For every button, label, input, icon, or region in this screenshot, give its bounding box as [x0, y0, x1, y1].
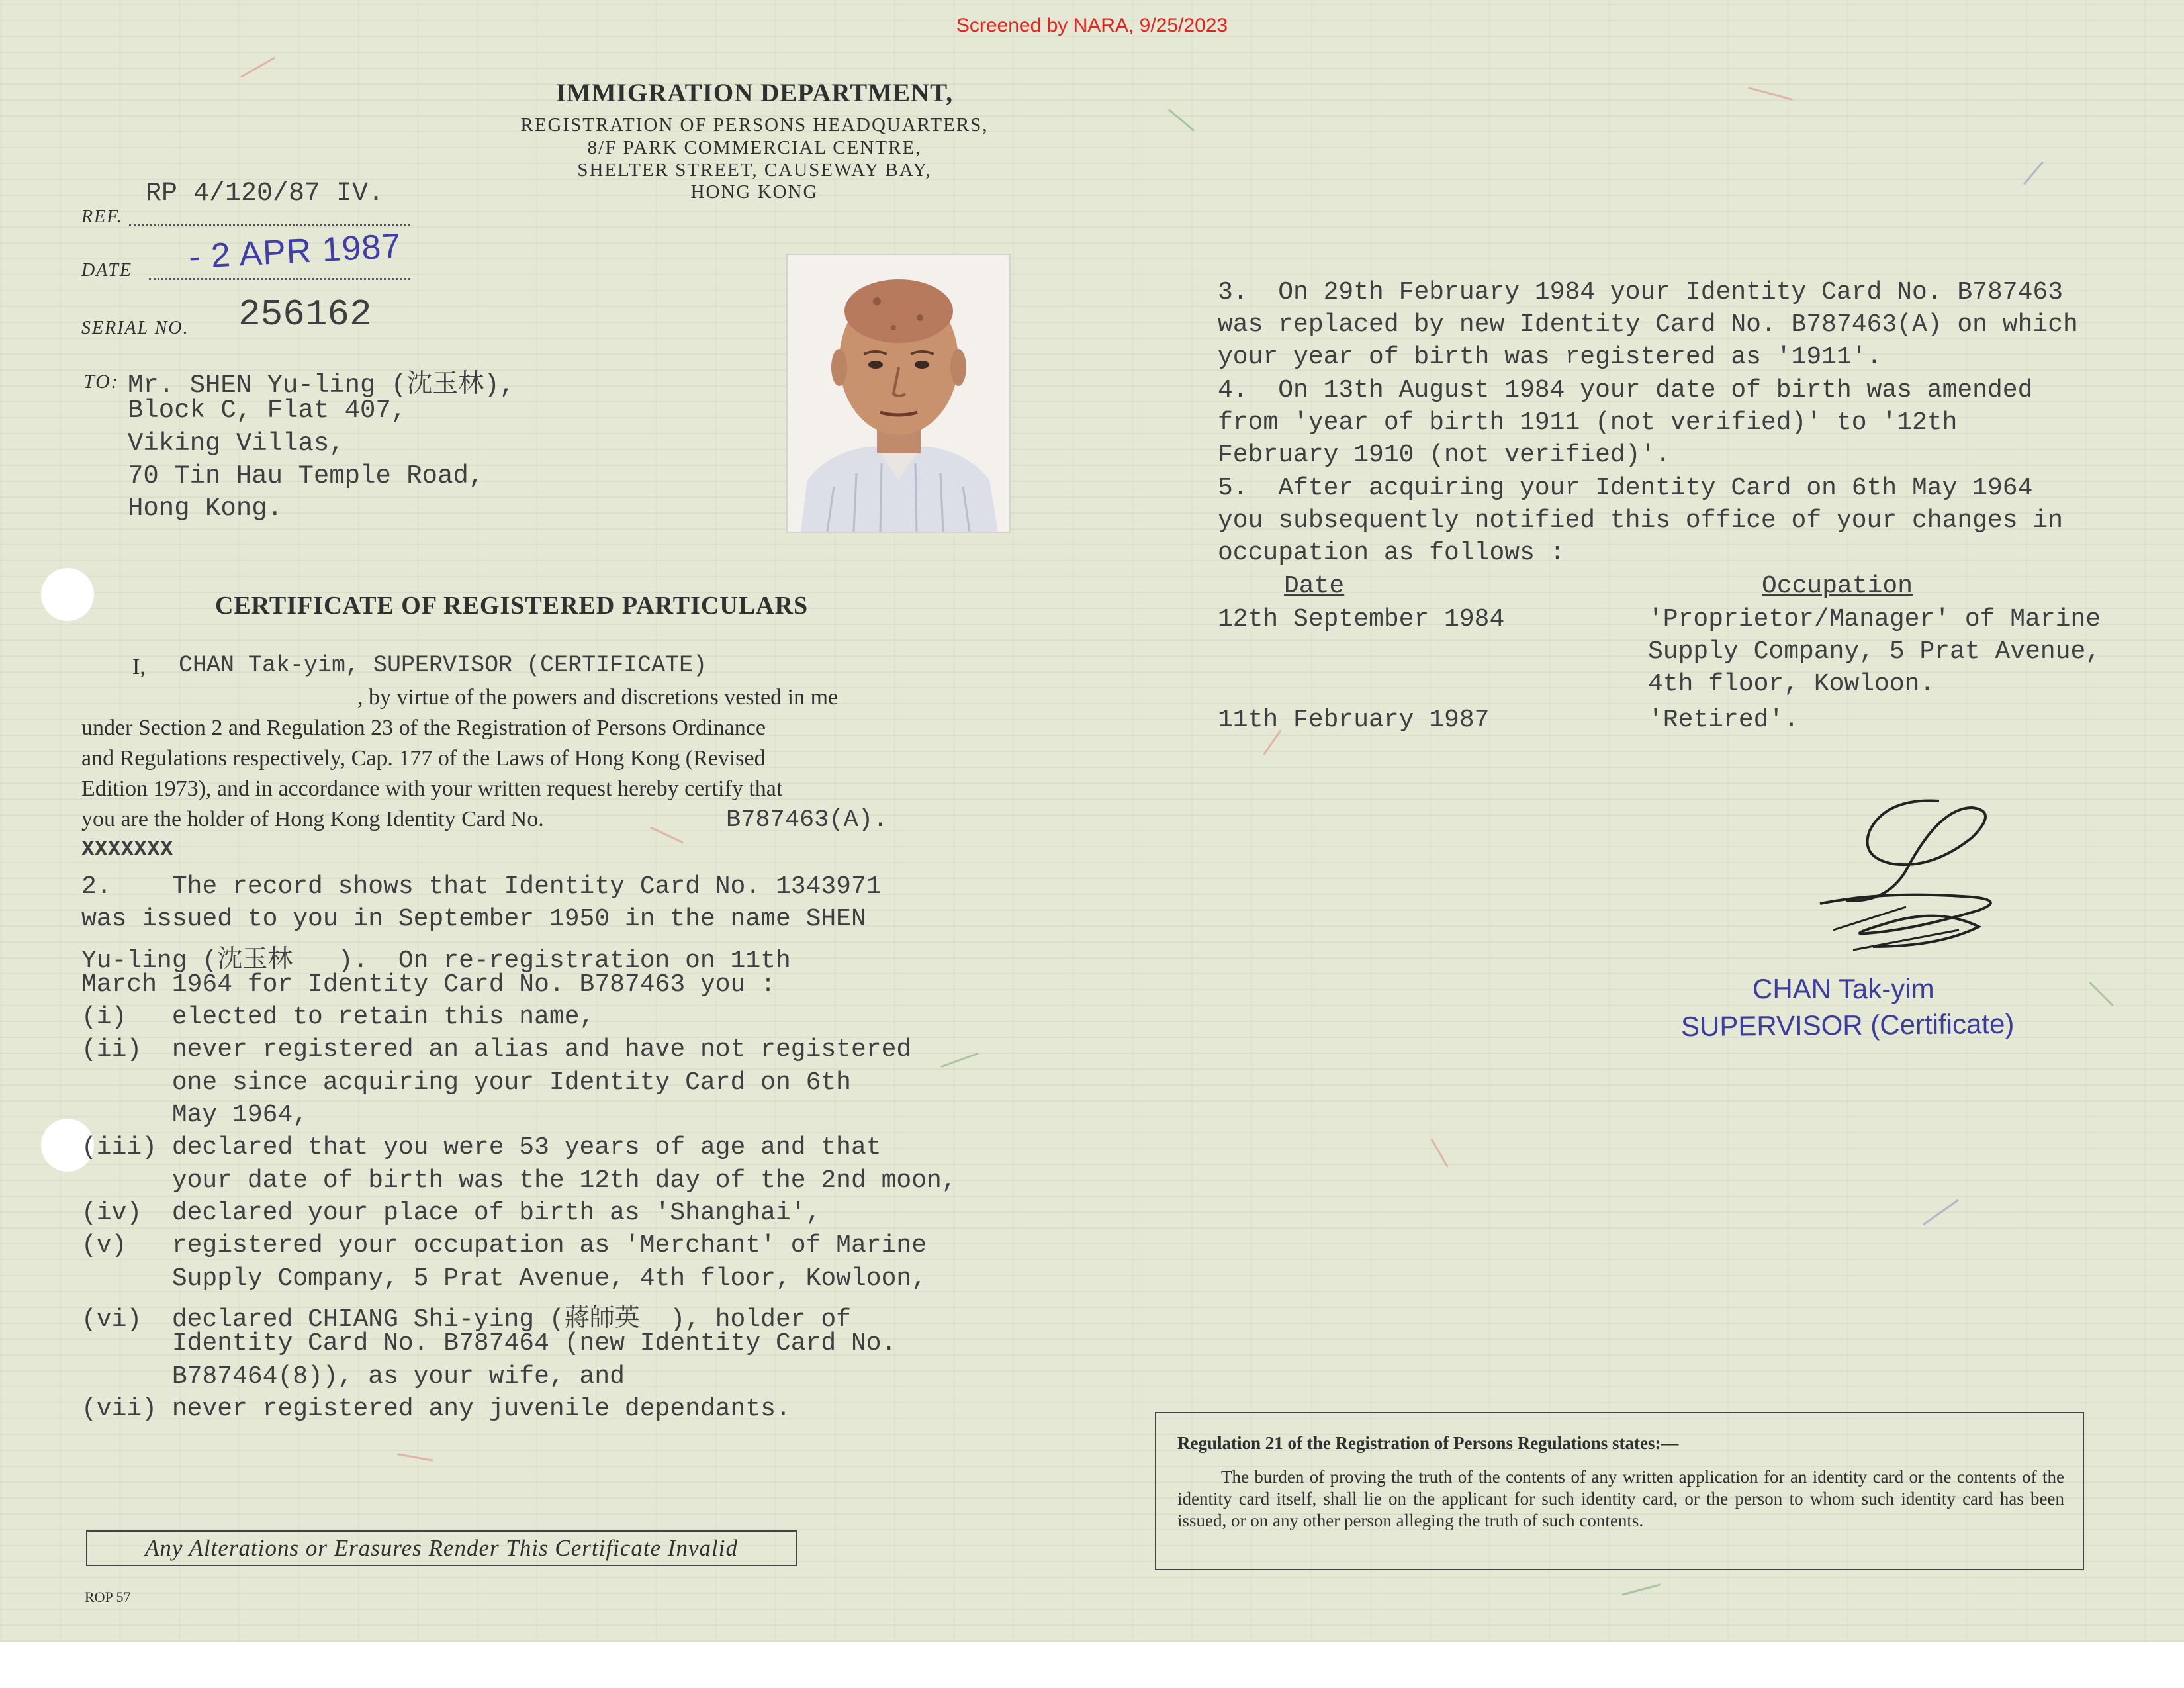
para2-line: (i) elected to retain this name, [81, 1003, 595, 1031]
signatory-title: SUPERVISOR (Certificate) [1680, 1008, 2015, 1043]
para2-line: March 1964 for Identity Card No. B787463 you : [81, 970, 776, 999]
para2-line: 2. The record shows that Identity Card No. 1343971 [81, 872, 882, 901]
regulation-box [1155, 1412, 2084, 1570]
department-title: IMMIGRATION DEPARTMENT, [555, 79, 954, 107]
table-row-date: 11th February 1987 [1218, 706, 1490, 734]
para2-line: one since acquiring your Identity Card on 6th [81, 1068, 851, 1097]
punch-hole [41, 568, 94, 621]
para2-line: your date of birth was the 12th day of the 2nd moon, [81, 1166, 957, 1195]
right-line: 4. On 13th August 1984 your date of birth was amended [1218, 376, 2033, 404]
security-fiber [1430, 1138, 1449, 1168]
date-label: DATE [81, 260, 132, 281]
security-fiber [1923, 1199, 1959, 1226]
right-line: 5. After acquiring your Identity Card on 6th May 1964 [1218, 474, 2033, 502]
table-row-occupation: Supply Company, 5 Prat Avenue, [1648, 637, 2101, 666]
right-line: from 'year of birth 1911 (not verified)' to '12th [1218, 408, 1958, 437]
security-fiber [397, 1453, 433, 1462]
portrait-icon [788, 255, 1009, 532]
to-label: TO: [83, 371, 119, 393]
table-row-occupation: 'Proprietor/Manager' of Marine [1648, 605, 2101, 633]
para2-line: Supply Company, 5 Prat Avenue, 4th floor, Kowloon, [81, 1264, 927, 1293]
security-fiber [1622, 1583, 1661, 1595]
intro-line: Edition 1973), and in accordance with your written request hereby certify that [81, 776, 783, 801]
address-line: 70 Tin Hau Temple Road, [128, 461, 484, 491]
para2-line: was issued to you in September 1950 in the name SHEN [81, 905, 866, 933]
para2-line: (iii) declared that you were 53 years of age and that [81, 1133, 882, 1162]
signatory-name: CHAN Tak-yim [1752, 973, 1934, 1004]
right-line: your year of birth was registered as '1911'. [1218, 343, 1882, 371]
date-line [149, 278, 410, 280]
para2-line: (vii) never registered any juvenile dependants. [81, 1395, 791, 1423]
table-row-occupation: 4th floor, Kowloon. [1648, 670, 1935, 698]
addressee-line: Mr. SHEN Yu-ling (沈玉林), [128, 371, 516, 400]
serial-value: 256162 [238, 293, 372, 336]
right-line: 3. On 29th February 1984 your Identity Card No. B787463 [1218, 278, 2064, 306]
portrait-photo [788, 255, 1009, 532]
table-row-date: 12th September 1984 [1218, 605, 1505, 633]
para2-line: (iv) declared your place of birth as 'Shanghai', [81, 1199, 821, 1227]
screening-note: Screened by NARA, 9/25/2023 [956, 15, 1228, 36]
para2-line: May 1964, [81, 1101, 308, 1129]
header-line: 8/F PARK COMMERCIAL CENTRE, [587, 137, 922, 158]
right-line: February 1910 (not verified)'. [1218, 441, 1671, 469]
para2-line: Identity Card No. B787464 (new Identity Card No. [81, 1329, 897, 1358]
security-fiber [650, 827, 684, 844]
card-number: B787463(A). [726, 806, 888, 834]
right-line: was replaced by new Identity Card No. B787463(A) on which [1218, 310, 2078, 339]
alteration-notice: Any Alterations or Erasures Render This Certificate Invalid [86, 1530, 797, 1566]
address-line: Block C, Flat 407, [128, 396, 407, 425]
header-line: SHELTER STREET, CAUSEWAY BAY, [577, 160, 932, 181]
date-column-header: Date [1284, 572, 1345, 600]
struck-text: XXXXXXX [81, 837, 173, 862]
para2-line: (vi) declared CHIANG Shi-ying (蔣師英 ), holder of [81, 1305, 851, 1334]
regulation-body: The burden of proving the truth of the contents of any written application for an identity card or the contents of the identity card itself, shall lie on the applicant for such identity card, or the person to whom such identity card has been issued, or on any other person alleging the truth of such contents. [1177, 1467, 2064, 1530]
occupation-column-header: Occupation [1762, 572, 1913, 600]
intro-line: under Section 2 and Regulation 23 of the Registration of Persons Ordinance [81, 716, 766, 740]
date-stamp: - 2 APR 1987 [187, 226, 402, 277]
security-fiber [940, 1053, 978, 1068]
para2-line: (ii) never registered an alias and have not registered [81, 1035, 912, 1064]
intro-prefix: I, [132, 655, 146, 679]
security-fiber [1168, 109, 1195, 131]
intro-line: , by virtue of the powers and discretions vested in me [357, 685, 839, 710]
officer-typed: CHAN Tak-yim, SUPERVISOR (CERTIFICATE) [179, 652, 707, 679]
address-line: Hong Kong. [128, 494, 283, 523]
security-fiber [2089, 982, 2113, 1006]
intro-line: and Regulations respectively, Cap. 177 of the Laws of Hong Kong (Revised [81, 746, 766, 771]
para2-line: (v) registered your occupation as 'Merchant' of Marine [81, 1231, 927, 1260]
serial-label: SERIAL NO. [81, 318, 189, 338]
address-line: Viking Villas, [128, 429, 345, 458]
para2-line: B787464(8)), as your wife, and [81, 1362, 625, 1391]
right-line: you subsequently notified this office of your changes in [1218, 506, 2064, 535]
security-fiber [240, 56, 275, 78]
security-fiber [2023, 161, 2044, 185]
regulation-heading: Regulation 21 of the Registration of Persons Regulations states:— [1177, 1433, 1679, 1453]
form-code: ROP 57 [85, 1589, 131, 1605]
para2-line: Yu-ling (沈玉林 ). On re-registration on 11th [81, 947, 791, 975]
right-line: occupation as follows : [1218, 539, 1565, 567]
intro-line: you are the holder of Hong Kong Identity Card No. [81, 807, 544, 831]
certificate-title: CERTIFICATE OF REGISTERED PARTICULARS [215, 592, 809, 620]
ref-label: REF. [81, 207, 123, 227]
header-line: HONG KONG [690, 181, 819, 203]
ref-value: RP 4/120/87 IV. [146, 179, 385, 209]
ref-line [129, 224, 410, 226]
security-fiber [1748, 87, 1793, 101]
handwritten-signature [1807, 791, 2019, 963]
table-row-occupation: 'Retired'. [1648, 706, 1799, 734]
header-line: REGISTRATION OF PERSONS HEADQUARTERS, [520, 115, 989, 136]
